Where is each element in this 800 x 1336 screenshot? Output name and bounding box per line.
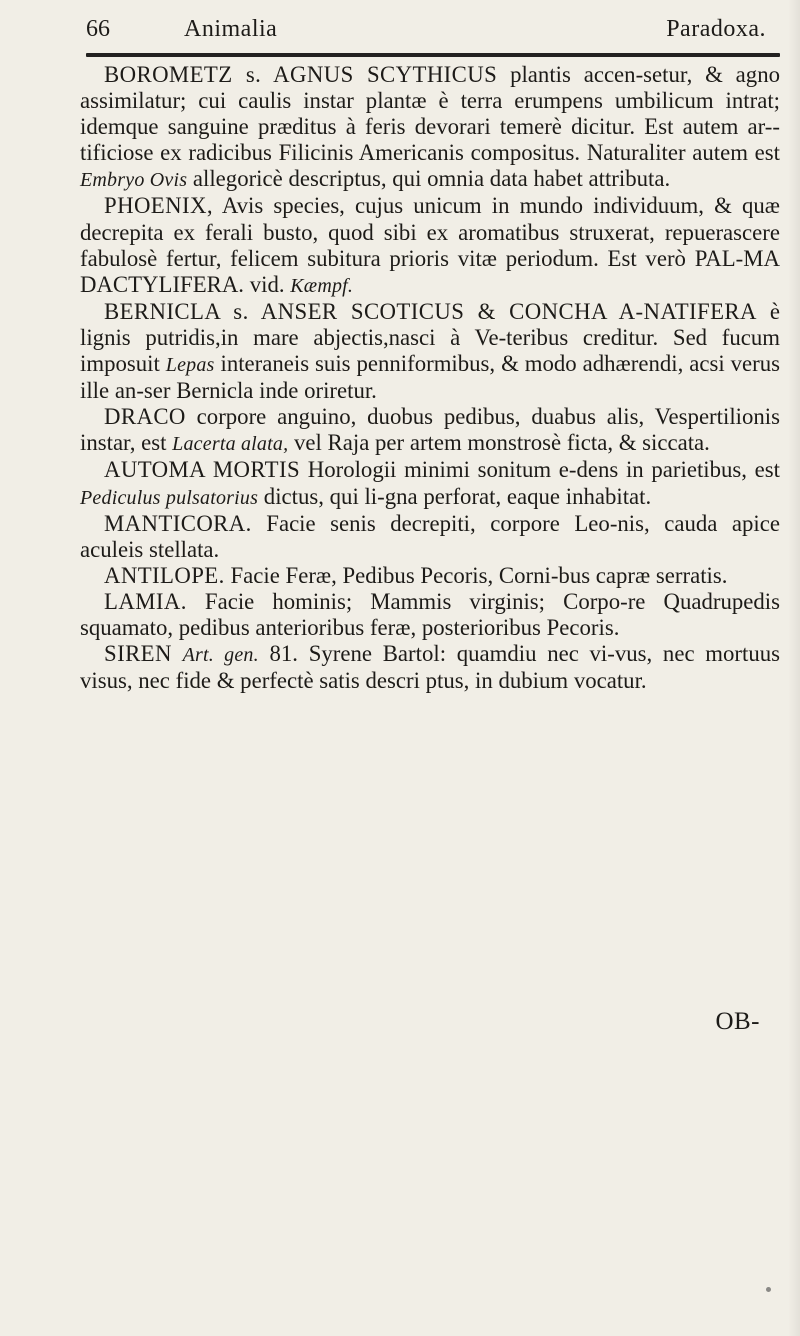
entry-head: MANTICORA. <box>104 510 252 536</box>
page-number: 66 <box>86 16 110 42</box>
entry-tail: interaneis suis penniformibus, & modo adhærendi, acsi verus ille an-ser Bernicla inde oriretur. <box>80 351 780 404</box>
entry-text: plantis accen-setur, & agno assimilatur; cui caulis instar plantæ è terra erumpens umbilicum intrat; idemque sanguine præditus à feris devorari temerè dicitur. Est autem ar-tificiose ex radicibus Filicinis Americanis compositus. Naturaliter autem est <box>80 62 780 166</box>
entry-italic: Pediculus pulsatorius <box>80 486 259 509</box>
entry-italic: Art. gen. <box>182 644 259 667</box>
entry-tail: vel Raja per artem monstrosè ficta, & siccata. <box>288 430 710 456</box>
entry-head: ANTILOPE. <box>104 562 225 588</box>
entry-tail: 81. Syrene Bartol: quamdiu nec vi-vus, nec mortuus visus, nec fide & perfectè satis descri ptus, in dubium vocatur. <box>80 641 780 694</box>
entry-draco <box>80 404 780 457</box>
text-block <box>80 62 780 694</box>
entry-antilope <box>80 563 780 589</box>
entry-text: Avis species, cujus unicum in mundo individuum, & quæ decrepita ex ferali busto, quod sibi ex aromatibus struxerat, repuerascere fabulosè fertur, felicem subitura prioris vitæ periodum. Est verò PAL-MA DACTYLIFERA. vid. <box>80 193 780 297</box>
entry-text: è lignis putridis,in mare abjectis,nasci à Ve-teribus creditur. Sed fucum imposuit <box>80 298 780 377</box>
entry-italic: Kæmpf. <box>290 274 354 297</box>
entry-head: BOROMETZ s. AGNUS SCYTHICUS <box>104 62 498 87</box>
catchword: OB- <box>715 1008 760 1035</box>
entry-borometz <box>80 62 780 193</box>
entry-italic: Lepas <box>165 354 215 377</box>
entry-text: corpore anguino, duobus pedibus, duabus alis, Vespertilionis instar, est <box>80 404 780 456</box>
entry-head: DRACO <box>104 404 186 430</box>
entry-italic: Embryo Ovis <box>80 169 188 192</box>
ink-speck <box>766 1287 771 1292</box>
entry-head: PHOENIX, <box>104 193 213 219</box>
entry-text: Facie Feræ, Pedibus Pecoris, Corni-bus capræ serratis. <box>224 562 728 588</box>
header-rule <box>86 53 780 57</box>
entry-text: Horologii minimi sonitum e-dens in parietibus, est <box>300 457 781 483</box>
entry-phoenix <box>80 193 780 298</box>
entry-head: AUTOMA MORTIS <box>104 457 301 483</box>
entry-head: LAMIA. <box>104 588 187 614</box>
page-header <box>80 10 780 48</box>
entry-siren <box>80 641 780 694</box>
entry-head: SIREN <box>104 641 172 667</box>
entry-italic: Lacerta alata, <box>172 433 289 456</box>
entry-manticora <box>80 511 780 563</box>
page-edge-shadow <box>788 0 800 1336</box>
entry-tail: allegoricè descriptus, qui omnia data habet attributa. <box>187 166 671 192</box>
entry-text <box>172 641 183 666</box>
running-head-right: Paradoxa. <box>666 16 766 42</box>
entry-head: BERNICLA s. ANSER SCOTICUS & CONCHA A-NATIFERA <box>104 298 757 324</box>
entry-text: Facie senis decrepiti, corpore Leo-nis, cauda apice aculeis stellata. <box>80 510 780 562</box>
entry-automa-mortis <box>80 457 780 510</box>
entry-bernicla <box>80 299 780 404</box>
entry-lamia <box>80 589 780 641</box>
entry-text: Facie hominis; Mammis virginis; Corpo-re Quadrupedis squamato, pedibus anterioribus feræ, posterioribus Pecoris. <box>80 588 780 640</box>
running-head-left: Animalia <box>184 16 278 42</box>
entry-tail: dictus, qui li-gna perforat, eaque inhabitat. <box>258 483 652 509</box>
